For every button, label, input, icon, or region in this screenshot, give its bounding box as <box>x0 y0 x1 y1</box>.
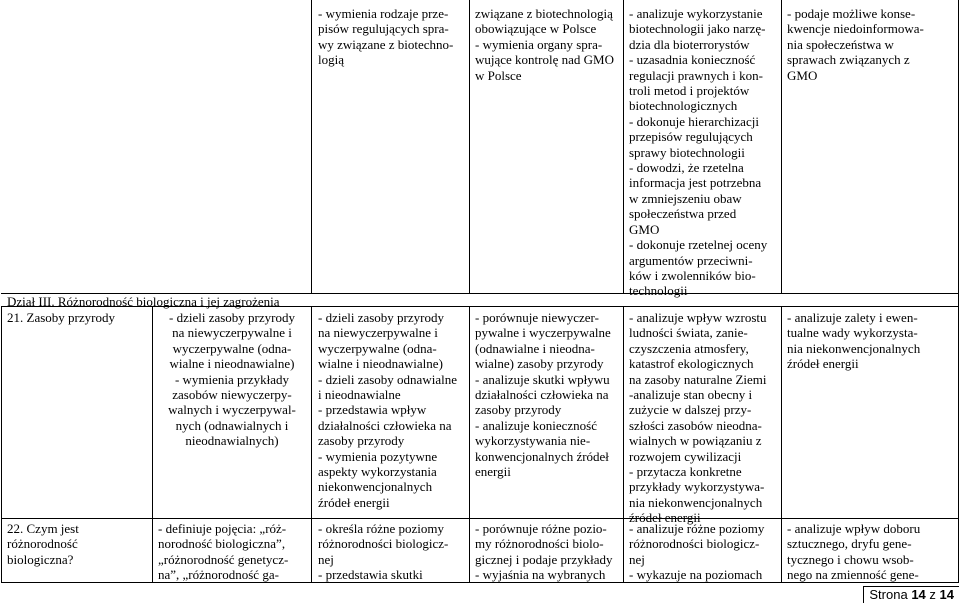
row21-col6: - analizuje zalety i ewen- tualne wady wykorzysta- nia niekonwencjonalnych źródeł energii <box>787 310 921 372</box>
section-title: Dział III. Różnorodność biologiczna i jej zagrożenia <box>7 294 280 309</box>
col-line-left <box>1 306 2 582</box>
col-line-5 <box>781 0 782 293</box>
row22-topic: 22. Czym jest różnorodność biologiczna? <box>7 521 79 567</box>
col-line-3b <box>469 306 470 582</box>
top-row-col5: - analizuje wykorzystanie biotechnologii jako narzę- dzia dla bioterrorystów - uzasadnia konieczność regulacji prawnych i kon- troli metod i projektów biotechnologicznych - dokonuje hierarchizacji przepisów regulujących sprawy biotechnologii - dowodzi, że rzetelna informacja jest potrzebna w zmniejszeniu obaw społeczeństwa przed GMO - dokonuje rzetelnej oceny argumentów przeciwni- ków i zwolenników bio- technologii <box>629 6 768 299</box>
row21-col3: - dzieli zasoby przyrody na niewyczerpywalne i wyczerpywalne (odna- wialne i nieodnawialne) - dzieli zasoby odnawialne i nieodnawialne - przedstawia wpływ działalności człowieka na zasoby przyrody - wymienia pozytywne aspekty wykorzystania niekonwencjonalnych źródeł energii <box>318 310 457 510</box>
row22-col6: - analizuje wpływ doboru sztucznego, dryfu gene- tycznego i chowu wsob- nego na zmienność gene- <box>787 521 921 583</box>
col-line-1 <box>152 306 153 582</box>
row-divider-22 <box>1 518 959 519</box>
row22-col2: - definiuje pojęcia: „róż- norodność biologiczna”, „różnorodność genetycz- na”, „różnorodność ga- <box>158 521 289 583</box>
page-current: 14 <box>911 587 926 602</box>
row21-topic: 21. Zasoby przyrody <box>7 310 115 325</box>
row21-col2: - dzieli zasoby przyrody na niewyczerpywalne i wyczerpywalne (odna- wialne i nieodnawialne) - wymienia przykłady zasobów niewyczerpy- walnych i wyczerpywal- nych (odnawialnych i nieodnawialnych) <box>168 310 296 449</box>
col-line-right <box>958 0 959 582</box>
row22-col5: - analizuje różne poziomy różnorodności biologicz- nej - wykazuje na poziomach <box>629 521 765 583</box>
row22-col4: - porównuje różne pozio- my różnorodności biolo- gicznej i podaje przykłady - wyjaśnia na wybranych <box>475 521 613 583</box>
page-of: z <box>929 587 936 602</box>
col-line-3 <box>469 0 470 293</box>
row22-col3: - określa różne poziomy różnorodności biologicz- nej - przedstawia skutki <box>318 521 449 583</box>
top-row-col4: związane z biotechnologią obowiązujące w Polsce - wymienia organy spra- wujące kontrolę nad GMO w Polsce <box>475 6 614 83</box>
row21-col5: - analizuje wpływ wzrostu ludności świata, zanie- czyszczenia atmosfery, katastrof ekologicznych na zasoby naturalne Ziemi -analizuje stan obecny i zużycie w dalszej przy- szłości zasobów nieodna- wialnych w powiązaniu z rozwojem cywilizacji - przytacza konkretne przykłady wykorzystywa- nia niekonwencjonalnych źródeł energii <box>629 310 767 526</box>
col-line-2b <box>311 306 312 582</box>
page-label: Strona <box>869 587 908 602</box>
top-row-col3: - wymienia rodzaje prze- pisów regulujących spra- wy związane z biotechno- logią <box>318 6 454 68</box>
col-line-2 <box>311 0 312 293</box>
page-total: 14 <box>939 587 954 602</box>
col-line-4 <box>623 0 624 293</box>
top-row-col6: - podaje możliwe konse- kwencje niedoinformowa- nia społeczeństwa w sprawach związanych z GMO <box>787 6 924 83</box>
row21-col4: - porównuje niewyczer- pywalne i wyczerpywalne (odnawialne i nieodna- wialne) zasoby przyrody - analizuje skutki wpływu działalności człowieka na zasoby przyrody - analizuje konieczność wykorzystywania nie- konwencjonalnych źródeł energii <box>475 310 611 480</box>
page-number <box>869 587 954 602</box>
col-line-5b <box>781 306 782 582</box>
col-line-4b <box>623 306 624 582</box>
